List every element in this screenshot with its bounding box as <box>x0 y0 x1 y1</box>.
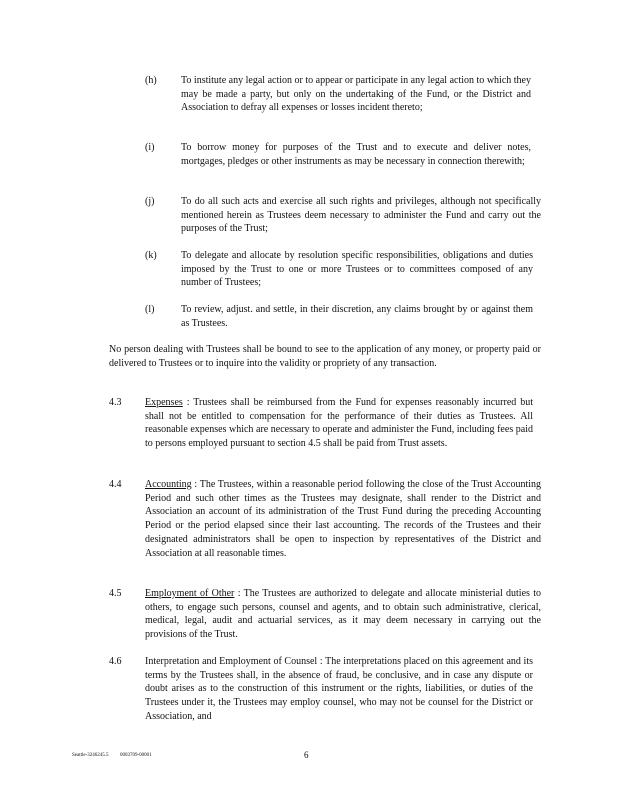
section-number: 4.6 <box>109 656 122 667</box>
page-number: 6 <box>304 750 309 760</box>
section-text: : The interpretations placed on this agreement and its terms by the Trustees shall, in the absence of fraud, be conclusive, and in case any dispute or doubt arises as to the construction of this instrument or the rights, liabilities, or duties of the Trustees under it, the Trustees may employ counsel, who may not be counsel for the District or Association, and <box>145 656 533 722</box>
item-text: To borrow money for purposes of the Trust and to execute and deliver notes, mortgages, pledges or other instruments as may be necessary in connection therewith; <box>181 142 531 167</box>
section-number: 4.3 <box>109 397 122 408</box>
section-heading: Expenses <box>145 397 183 408</box>
section-text: : Trustees shall be reimbursed from the Fund for expenses reasonably incurred but shall not be entitled to compensation for the performance of their duties as Trustees. All reasonable expenses which are necessary to operate and administer the Fund, including fees paid to persons employed pursuant to section 4.5 shall be paid from Trust assets. <box>145 397 533 450</box>
section-number: 4.4 <box>109 479 122 490</box>
item-text: To institute any legal action or to appear or participate in any legal action to which they may be made a party, but only on the undertaking of the Fund, or the District and Association to defray all expenses or losses incident thereto; <box>181 75 531 114</box>
item-label: (i) <box>145 142 155 153</box>
item-label: (l) <box>145 304 155 315</box>
item-label: (j) <box>145 196 155 207</box>
section-text: : The Trustees, within a reasonable period following the close of the Trust Accounting Period and such other times as the Trustees may designate, shall render to the District and Association an account of its administration of the Trust Fund during the preceding Accounting Period or the period elapsed since their last accounting. The records of the Trustees and their designated administrators shall be open to inspection by representatives of the District and Association at all reasonable times. <box>145 479 541 559</box>
item-label: (h) <box>145 75 157 86</box>
section-4-4 <box>145 478 541 560</box>
section-heading: Interpretation and Employment of Counsel <box>145 656 318 667</box>
section-4-3 <box>145 396 533 451</box>
footer-matter-id: 0003709-00001 <box>120 753 152 758</box>
item-text: To do all such acts and exercise all such rights and privileges, although not specifically mentioned herein as Trustees deem necessary to administer the Fund and carry out the purposes of the Trust; <box>181 196 541 235</box>
section-4-5 <box>145 587 541 642</box>
section-number: 4.5 <box>109 588 122 599</box>
no-person-paragraph: No person dealing with Trustees shall be bound to see to the application of any money, or property paid or delivered to Trustees or to inquire into the validity or propriety of any transaction. <box>109 344 541 369</box>
section-4-6 <box>145 655 533 724</box>
section-heading: Accounting <box>145 479 192 490</box>
item-label: (k) <box>145 250 157 261</box>
footer-doc-id: Seattle-3246245.5 <box>72 753 109 758</box>
section-heading: Employment of Other <box>145 588 235 599</box>
item-text: To delegate and allocate by resolution specific responsibilities, obligations and duties imposed by the Trust to one or more Trustees or to committees composed of any number of Trustees; <box>181 250 533 289</box>
item-text: To review, adjust. and settle, in their discretion, any claims brought by or against them as Trustees. <box>181 304 533 329</box>
section-text: : The Trustees are authorized to delegate and allocate ministerial duties to others, to engage such persons, counsel and agents, and to obtain such administrative, clerical, medical, legal, audit and actuarial services, as it may deem necessary in carrying out the provisions of the Trust. <box>145 588 541 641</box>
